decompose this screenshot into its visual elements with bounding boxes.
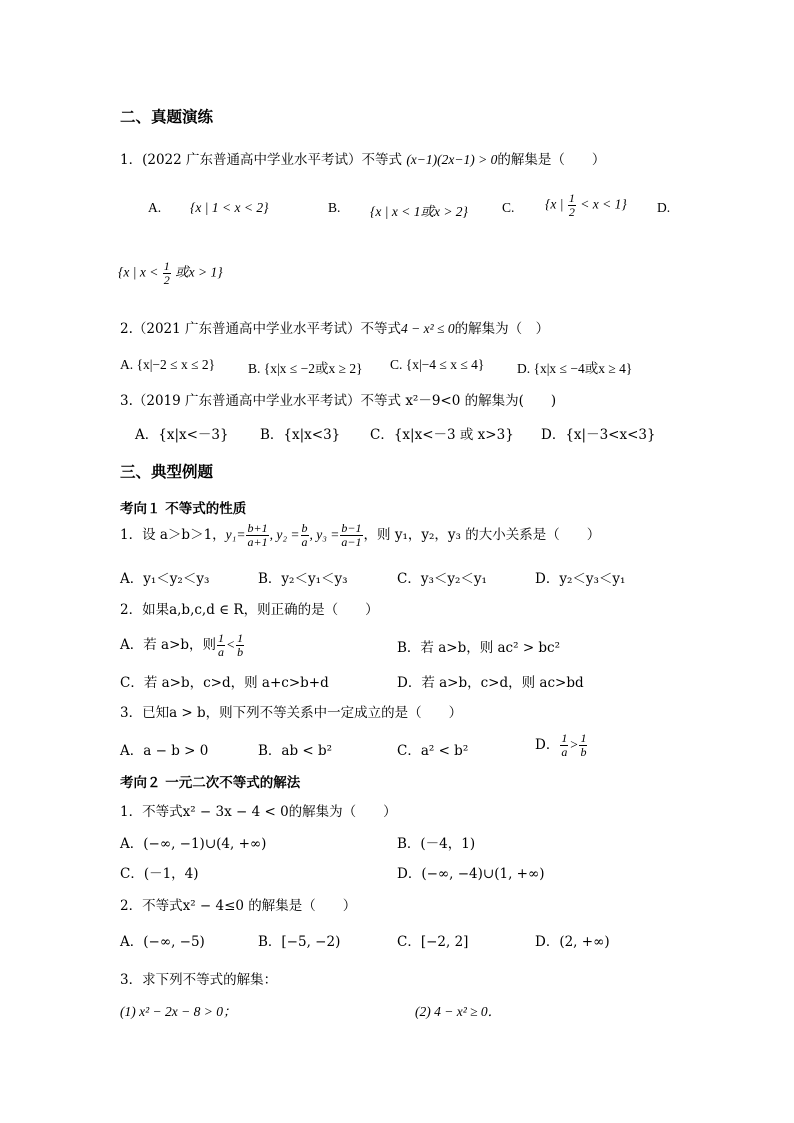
option-3-2-1-a: A．(−∞, −1)∪(4, +∞) [120,836,267,852]
topic-2-title: 考向２ 一元二次不等式的解法 [120,775,301,791]
fraction: $\frac{1}{2}$ [163,259,170,287]
question-3-2-3-stem: 3．求下列不等式的解集： [120,972,278,988]
question-3-2-2-stem: 2．不等式x² − 4≤0 的解集是（ ） [120,898,357,914]
option-2-1-a-label: A. [148,200,162,215]
option-3-2-2-a: A．(−∞, −5) [120,934,205,950]
option-2-2-a: A. {x|−2 ≤ x ≤ 2} [120,357,216,372]
option-2-3-a: A．{x|x<－3} [135,427,229,443]
option-2-2-d: D. {x|x ≤ −4或x ≥ 4} [517,361,633,376]
stem-prefix: 1．(2022 广东普通高中学业水平考试）不等式 [120,152,403,168]
question-3-1-1-stem: 1．设 a＞b＞1，y₁= $\frac{b+1}{a+1}$ , y₂ = $\frac{b}{a}$ , y₃ = $\frac{b-1}{a-1}$ ，则 y₁，y₂，y₃ 的大小关系是（ ） [120,521,601,549]
question-2-3-stem: 3.（2019 广东普通高中学业水平考试）不等式 x²－9<0 的解集为( ) [120,393,557,409]
option-3-1-1-a: A．y₁＜y₂＜y₃ [120,571,210,587]
fraction: $\frac{1}{b}$ [237,631,244,659]
option-3-2-1-c: C．(－1，4) [120,866,199,882]
stem-suffix: 的解集是（ ） [497,152,606,168]
option-2-1-a: {x | 1 < x < 2} [190,200,269,215]
option-3-1-3-c: C．a² < b² [397,743,469,759]
option-3-1-1-b: B．y₂＜y₁＜y₃ [258,571,348,587]
option-2-1-d: {x | x < $\frac{1}{2}$ 或x > 1} [118,259,223,287]
option-3-1-2-a: A．若 a>b，则 $\frac{1}{a}$ < $\frac{1}{b}$ [120,631,244,659]
option-3-1-1-d: D．y₂＜y₃＜y₁ [535,571,626,587]
question-2-2-stem: 2.（2021 广东普通高中学业水平考试）不等式4 − x² ≤ 0的解集为（ ） [120,321,550,337]
option-3-2-2-b: B．[−5, −2) [258,934,341,950]
option-3-1-3-a: A．a − b > 0 [120,743,209,759]
stem-math: (x−1)(2x−1) > 0 [406,152,498,167]
option-3-1-2-c: C．若 a>b，c>d，则 a+c>b+d [120,675,329,691]
option-3-1-3-b: B．ab < b² [258,743,333,759]
section-heading-2: 二、真题演练 [120,107,214,126]
option-2-3-d: D．{x|－3<x<3} [541,427,656,443]
option-2-3-c: C．{x|x<－3 或 x>3} [370,427,514,443]
option-3-1-1-c: C．y₃＜y₂＜y₁ [397,571,487,587]
option-2-1-c: {x | $\frac{1}{2}$ < x < 1} [545,191,627,219]
option-3-2-1-d: D．(−∞, −4)∪(1, +∞) [397,866,545,882]
option-2-1-c-label: C. [502,200,515,215]
option-3-2-2-c: C．[−2, 2] [397,934,469,950]
option-2-1-d-label: D. [657,200,671,215]
topic-1-title: 考向１ 不等式的性质 [120,501,247,517]
fraction: $\frac{1}{a}$ [561,731,568,759]
option-2-3-b: B．{x|x<3} [260,427,341,443]
question-3-1-3-stem: 3．已知a > b，则下列不等关系中一定成立的是（ ） [120,705,463,721]
option-2-1-b-label: B. [328,200,341,215]
option-2-1-b: {x | x < 1或x > 2} [370,204,468,219]
option-3-1-3-d: D． $\frac{1}{a}$ > $\frac{1}{b}$ [535,731,587,759]
option-3-2-2-d: D．(2, +∞) [535,934,610,950]
option-2-2-b: B. {x|x ≤ −2或x ≥ 2} [248,361,363,376]
fraction: $\frac{b}{a}$ [301,521,308,549]
question-3-2-3-part-1: (1) x² − 2x − 8 > 0； [120,1004,237,1019]
option-3-1-2-b: B．若 a>b，则 ac² > bc² [397,640,561,656]
fraction: $\frac{b+1}{a+1}$ [247,521,268,549]
option-2-2-c: C. {x|−4 ≤ x ≤ 4} [390,357,485,372]
question-3-2-1-stem: 1．不等式x² − 3x − 4 < 0的解集为（ ） [120,804,397,820]
question-3-1-2-stem: 2．如果a,b,c,d ∈ R，则正确的是（ ） [120,602,379,618]
fraction: $\frac{1}{b}$ [580,731,587,759]
fraction: $\frac{b-1}{a-1}$ [341,521,362,549]
question-2-1-stem [120,148,605,168]
fraction: $\frac{1}{2}$ [568,191,575,219]
option-3-1-2-d: D．若 a>b，c>d，则 ac>bd [397,675,584,691]
question-3-2-3-part-2: (2) 4 − x² ≥ 0． [415,1004,502,1019]
section-heading-3: 三、典型例题 [120,462,214,481]
fraction: $\frac{1}{a}$ [218,631,225,659]
option-3-2-1-b: B．(－4，1) [397,836,476,852]
